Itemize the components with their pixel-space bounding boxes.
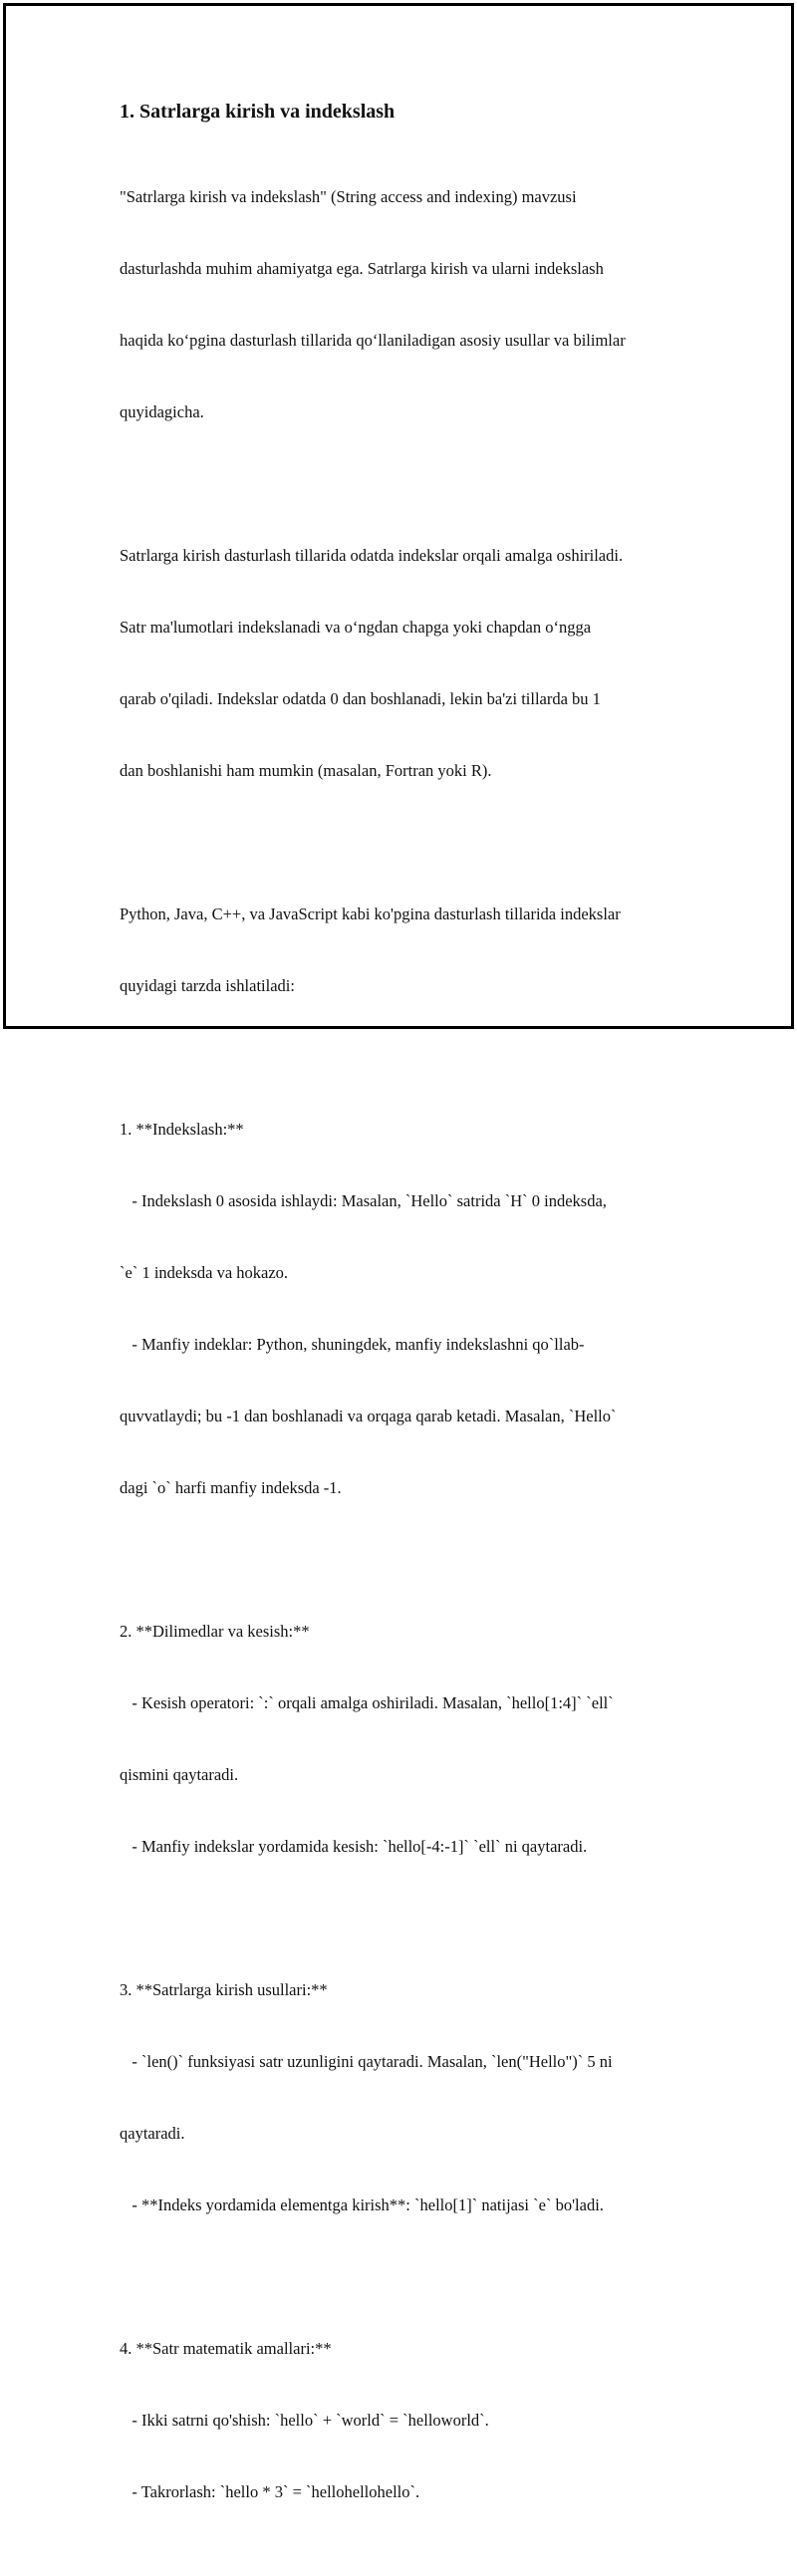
text-line: qismini qaytaradi. xyxy=(120,1765,239,1784)
section-indexing xyxy=(120,1070,697,1548)
text-line: - `len()` funksiyasi satr uzunligini qaytaradi. Masalan, `len("Hello")` 5 ni xyxy=(120,2052,613,2071)
section-heading: 3. **Satrlarga kirish usullari:** xyxy=(120,1980,328,1999)
text-line: quvvatlaydi; bu -1 dan boshlanadi va orqaga qarab ketadi. Masalan, `Hello` xyxy=(120,1407,617,1425)
text-line: Satr ma'lumotlari indekslanadi va o‘ngdan chapga yoki chapdan o‘ngga xyxy=(120,618,592,637)
text-line: qaytaradi. xyxy=(120,2124,185,2143)
document-body xyxy=(120,99,697,2576)
text-line: dan boshlanishi ham mumkin (masalan, Fortran yoki R). xyxy=(120,761,492,780)
text-line: "Satrlarga kirish va indekslash" (String access and indexing) mavzusi xyxy=(120,187,577,206)
text-line: `e` 1 indeksda va hokazo. xyxy=(120,1263,289,1282)
section-access-methods xyxy=(120,1931,697,2265)
section-heading: 1. **Indekslash:** xyxy=(120,1120,244,1139)
text-line: haqida ko‘pgina dasturlash tillarida qo‘llaniladigan asosiy usullar va bilimlar xyxy=(120,331,626,350)
text-line: Python, Java, C++, va JavaScript kabi ko'pgina dasturlash tillarida indekslar xyxy=(120,904,621,923)
document-title: 1. Satrlarga kirish va indekslash xyxy=(120,101,396,123)
text-line: dagi `o` harfi manfiy indeksda -1. xyxy=(120,1478,342,1497)
document-frame xyxy=(3,3,794,2501)
text-line: - Indekslash 0 asosida ishlaydi: Masalan, `Hello` satrida `H` 0 indeksda, xyxy=(120,1191,607,1210)
text-line: quyidagi tarzda ishlatiladi: xyxy=(120,976,295,995)
text-line: Satrlarga kirish dasturlash tillarida odatda indekslar orqali amalga oshiriladi. xyxy=(120,546,624,565)
section-heading: 2. **Dilimedlar va kesish:** xyxy=(120,1622,310,1641)
paragraph-intro xyxy=(120,137,697,472)
text-line: - Takrorlash: `hello * 3` = `hellohellohello`. xyxy=(120,2482,420,2501)
text-line: - Manfiy indekslar yordamida kesish: `hello[-4:-1]` `ell` ni qaytaradi. xyxy=(120,1837,588,1856)
section-string-math xyxy=(120,2289,697,2552)
text-line: quyidagicha. xyxy=(120,402,204,421)
text-line: dasturlashda muhim ahamiyatga ega. Satrlarga kirish va ularni indekslash xyxy=(120,259,604,278)
paragraph-languages xyxy=(120,855,697,1046)
section-heading: 4. **Satr matematik amallari:** xyxy=(120,2339,332,2358)
text-line: - Ikki satrni qo'shish: `hello` + `world` = `helloworld`. xyxy=(120,2411,489,2430)
text-line: qarab o'qiladi. Indekslar odatda 0 dan boshlanadi, lekin ba'zi tillarda bu 1 xyxy=(120,689,601,708)
text-line: - Kesish operatori: `:` orqali amalga oshiriladi. Masalan, `hello[1:4]` `ell` xyxy=(120,1693,614,1712)
text-line: - Manfiy indeklar: Python, shuningdek, manfiy indekslashni qo`llab- xyxy=(120,1335,585,1354)
paragraph-access xyxy=(120,496,697,831)
section-slicing xyxy=(120,1572,697,1907)
text-line: - **Indeks yordamida elementga kirish**: `hello[1]` natijasi `e` bo'ladi. xyxy=(120,2195,604,2214)
